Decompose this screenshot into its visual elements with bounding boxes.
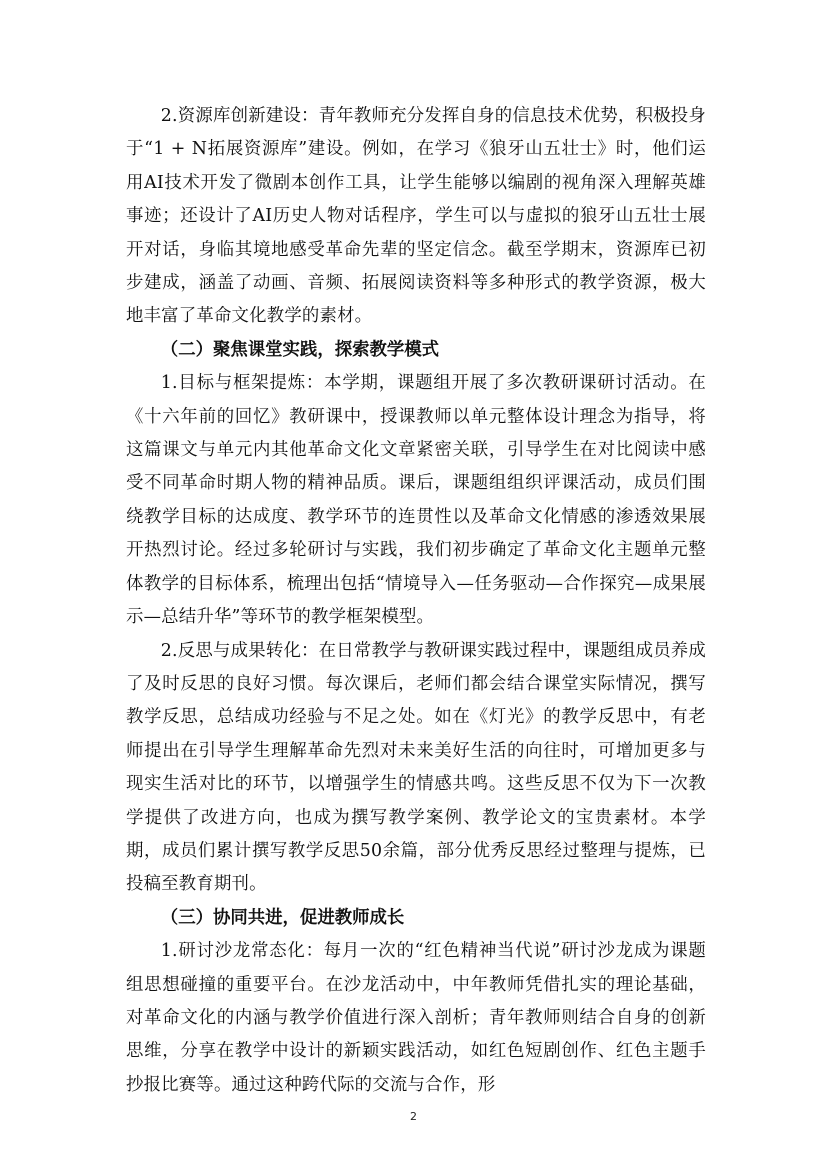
section-heading-classroom-practice: （二）聚焦课堂实践，探索教学模式 bbox=[160, 339, 440, 360]
paragraph-resource-library: 2.资源库创新建设：青年教师充分发挥自身的信息技术优势，积极投身于“1 + N拓展资源库”建设。例如，在学习《狼牙山五壮士》时，他们运用AI技术开发了微剧本创作工具，让学生能够以编剧的视角深入理解英雄事迹；还设计了AI历史人物对话程序，学生可以与虚拟的狼牙山五壮士展开对话，身临其境地感受革命先辈的坚定信念。截至学期末，资源库已初步建成，涵盖了动画、音频、拓展阅读资料等多种形式的教学资源，极大地丰富了革命文化教学的素材。 bbox=[126, 106, 706, 327]
document-body bbox=[126, 100, 706, 1102]
paragraph-reflection-outcomes: 2.反思与成果转化：在日常教学与教研课实践过程中，课题组成员养成了及时反思的良好习惯。每次课后，老师们都会结合课堂实际情况，撰写教学反思，总结成功经验与不足之处。如在《灯光》的教学反思中，有老师提出在引导学生理解革命先烈对未来美好生活的向往时，可增加更多与现实生活对比的环节，以增强学生的情感共鸣。这些反思不仅为下一次教学提供了改进方向，也成为撰写教学案例、教学论文的宝贵素材。本学期，成员们累计撰写教学反思50余篇，部分优秀反思经过整理与提炼，已投稿至教育期刊。 bbox=[126, 640, 706, 895]
paragraph-salon: 1.研讨沙龙常态化：每月一次的“红色精神当代说”研讨沙龙成为课题组思想碰撞的重要平台。在沙龙活动中，中年教师凭借扎实的理论基础，对革命文化的内涵与教学价值进行深入剖析；青年教师则结合自身的创新思维，分享在教学中设计的新颖实践活动，如红色短剧创作、红色主题手抄报比赛等。通过这种跨代际的交流与合作，形 bbox=[126, 941, 706, 1095]
section-heading-teacher-growth: （三）协同共进，促进教师成长 bbox=[160, 907, 405, 928]
page-number: 2 bbox=[410, 1110, 417, 1123]
paragraph-goal-framework: 1.目标与框架提炼：本学期，课题组开展了多次教研课研讨活动。在《十六年前的回忆》教研课中，授课教师以单元整体设计理念为指导，将这篇课文与单元内其他革命文化文章紧密关联，引导学生在对比阅读中感受不同革命时期人物的精神品质。课后，课题组组织评课活动，成员们围绕教学目标的达成度、教学环节的连贯性以及革命文化情感的渗透效果展开热烈讨论。经过多轮研讨与实践，我们初步确定了革命文化主题单元整体教学的目标体系，梳理出包括“情境导入—任务驱动—合作探究—成果展示—总结升华”等环节的教学框架模型。 bbox=[126, 373, 706, 628]
